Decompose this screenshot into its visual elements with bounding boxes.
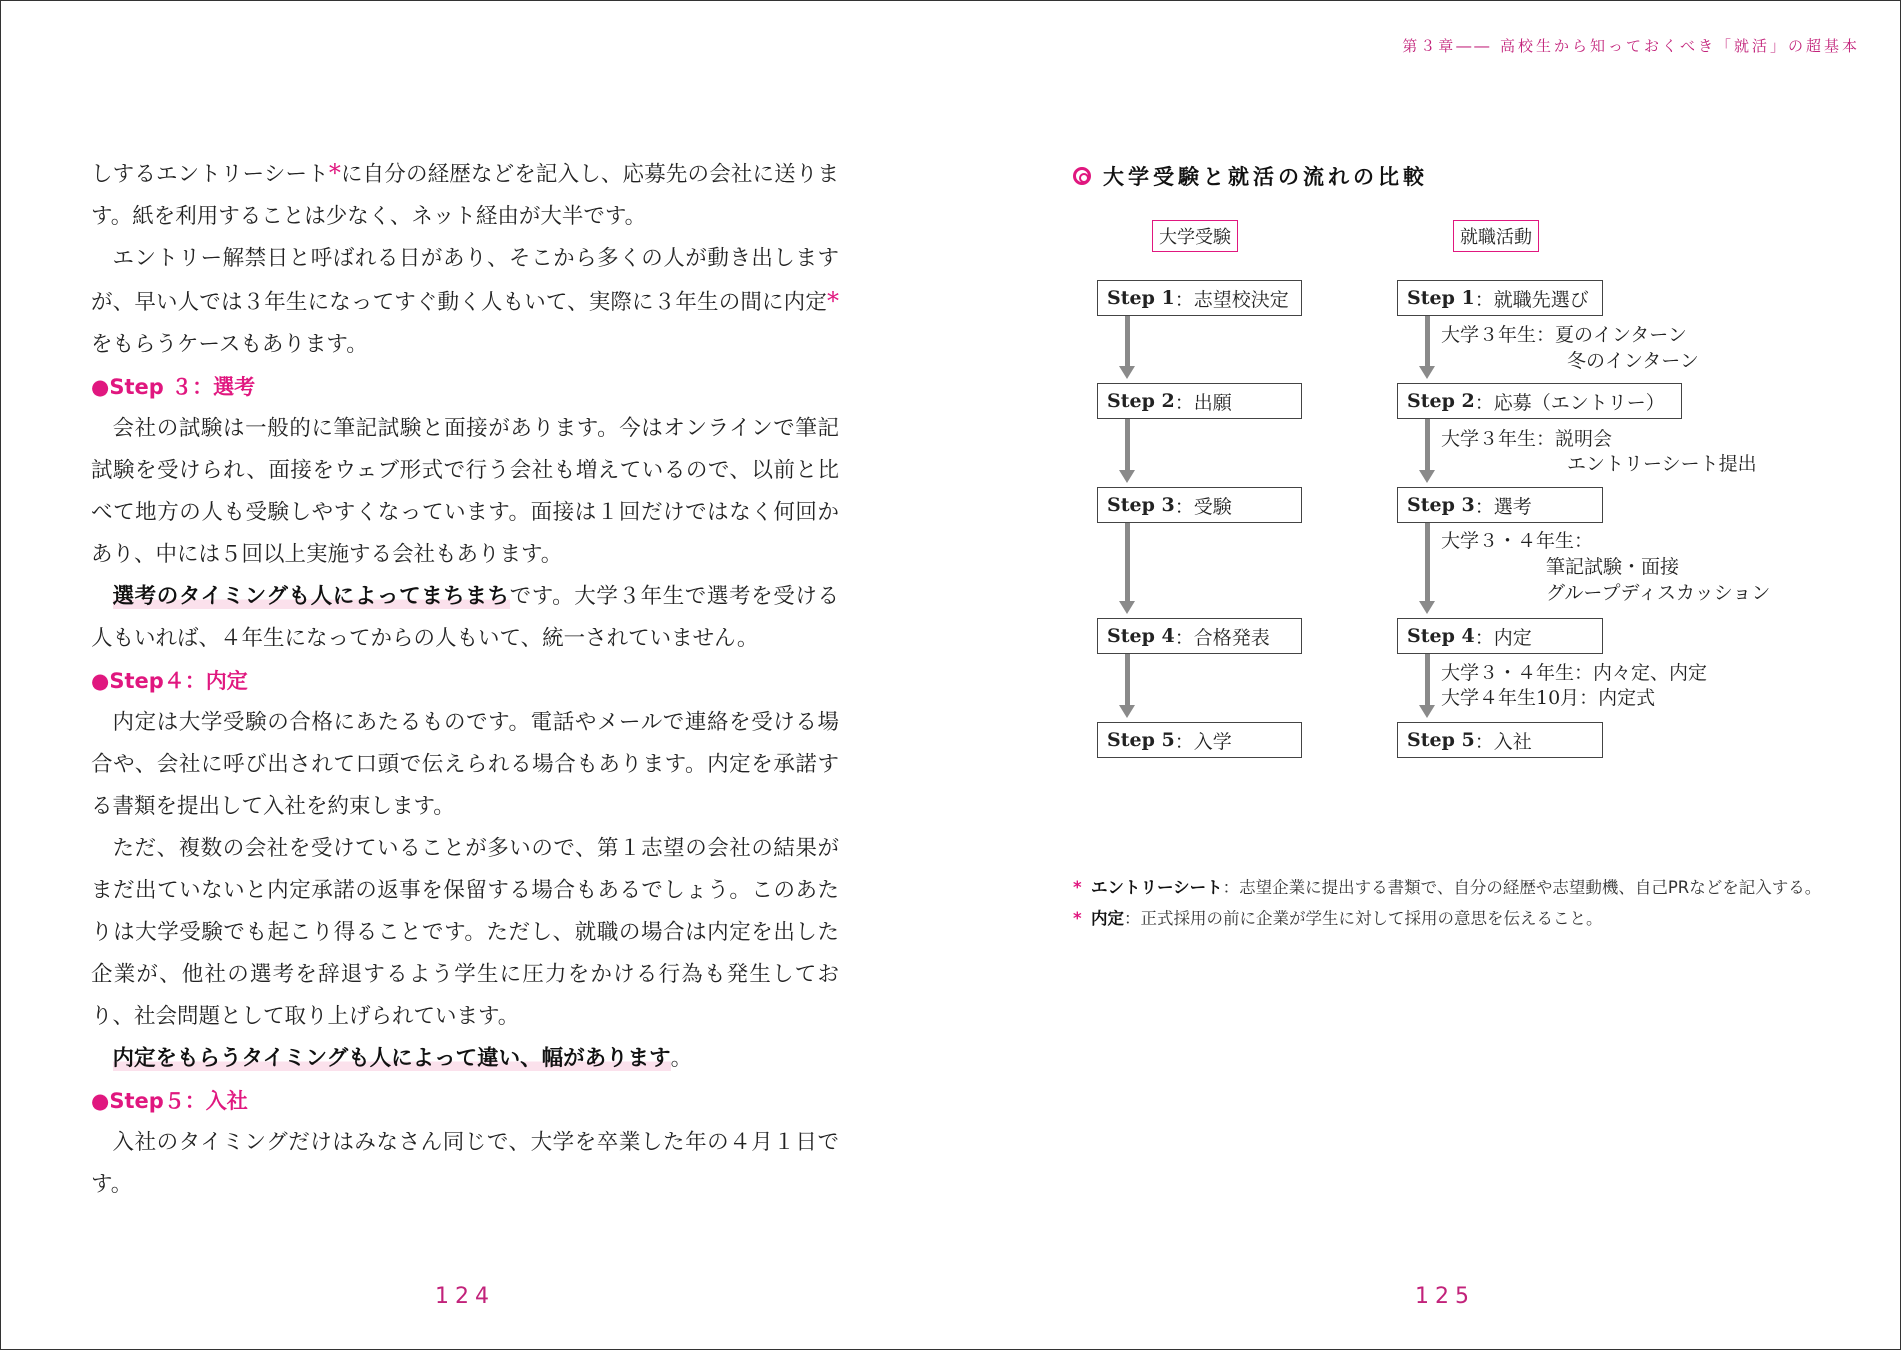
asterisk-mark: *: [1073, 909, 1082, 928]
text: エントリー解禁日と呼ばれる日があり、そこから多くの人が動き出しますが、早い人では３年生になってすぐ動く人もいて、実際に３年生の間に内定: [91, 246, 839, 315]
flow-arrow: [1125, 316, 1130, 367]
text: をもらうケースもあります。: [91, 332, 368, 357]
step-note: 大学３・４年生：内々定、内定: [1441, 662, 1708, 684]
flow-arrow: [1425, 316, 1430, 367]
step-text: ：志望校決定: [1174, 288, 1289, 311]
asterisk-mark: *: [328, 159, 341, 187]
step-note: グループディスカッション: [1546, 582, 1771, 604]
exam-step-2: [1097, 383, 1302, 419]
exam-step-5: [1097, 722, 1302, 758]
exam-step-3: [1097, 487, 1302, 523]
paragraph: 会社の試験は一般的に筆記試験と面接があります。今はオンラインで筆記試験を受けられ、面接をウェブ形式で行う会社も増えているので、以前と比べて地方の人も受験しやすくなっています。面接は１回だけではなく何回かあり、中には５回以上実施する会社もあります。: [91, 416, 839, 567]
highlight-text: 選考のタイミングも人によってまちまち: [112, 584, 510, 609]
step-text: ：合格発表: [1174, 626, 1270, 649]
text: です。大学３年生で選考を受ける人もいれば、４年生になってからの人もいて、統一されていません。: [91, 584, 839, 651]
page-number-left: 124: [435, 1284, 495, 1309]
step-label: Step 3: [1407, 494, 1475, 516]
flow-arrow: [1425, 523, 1430, 602]
step-note: 冬のインターン: [1567, 350, 1699, 372]
step-text: ：入社: [1474, 730, 1532, 753]
step-label: Step 2: [1407, 390, 1475, 412]
figure-title-text: 大学受験と就活の流れの比較: [1103, 165, 1428, 189]
highlight-text: 内定をもらうタイミングも人によって違い、幅があります: [112, 1046, 671, 1071]
footnote-body: [1091, 903, 1603, 934]
column-label-jobhunt: 就職活動: [1453, 220, 1539, 252]
figure-title: [1073, 161, 1428, 191]
step-note: 筆記試験・面接: [1546, 556, 1680, 578]
paragraph: [91, 576, 839, 660]
flow-arrow: [1425, 419, 1430, 471]
text: 。: [670, 1046, 693, 1071]
step-note: 大学３・４年生：: [1441, 530, 1594, 552]
step-text: ：出願: [1174, 391, 1232, 414]
flow-arrow: [1425, 654, 1430, 706]
job-step-1: [1397, 280, 1603, 316]
flow-arrow: [1125, 419, 1130, 471]
step-text: ：応募（エントリー）: [1474, 391, 1665, 414]
footnote-naitei: [1073, 903, 1833, 934]
job-step-5: [1397, 722, 1603, 758]
left-page-body: [91, 152, 839, 1206]
step-label: Step 1: [1107, 287, 1175, 309]
paragraph: ただ、複数の会社を受けていることが多いので、第１志望の会社の結果がまだ出ていないと内定承諾の返事を保留する場合もあるでしょう。このあたりは大学受験でも起こり得ることです。ただし、就職の場合は内定を出した企業が、他社の選考を辞退するよう学生に圧力をかける行為も発生しており、社会問題として取り上げられています。: [91, 836, 839, 1029]
step4-heading: ●Step４：内定: [91, 669, 248, 693]
step-note: 大学４年生10月：内定式: [1441, 687, 1656, 709]
flow-arrow: [1125, 654, 1130, 706]
text: に自分の経歴などを記入し、応募先の会社に送ります。紙を利用することは少なく、ネット経由が大半です。: [91, 162, 839, 229]
job-step-3: [1397, 487, 1603, 523]
paragraph: [91, 1038, 839, 1080]
asterisk-mark: *: [827, 287, 839, 315]
exam-step-1: [1097, 280, 1302, 316]
paragraph: [91, 152, 839, 238]
paragraph: 入社のタイミングだけはみなさん同じで、大学を卒業した年の４月１日です。: [91, 1130, 839, 1197]
paragraph: [91, 238, 839, 366]
step-label: Step 4: [1407, 625, 1475, 647]
step-label: Step 1: [1407, 287, 1475, 309]
running-header: 第３章―― 高校生から知っておくべき「就活」の超基本: [1402, 37, 1860, 55]
step5-heading: ●Step５：入社: [91, 1089, 248, 1113]
step-text: ：選考: [1474, 495, 1532, 518]
step-label: Step 4: [1107, 625, 1175, 647]
paragraph: 内定は大学受験の合格にあたるものです。電話やメールで連絡を受ける場合や、会社に呼び出されて口頭で伝えられる場合もあります。内定を承諾する書類を提出して入社を約束します。: [91, 710, 839, 819]
job-step-2: [1397, 383, 1682, 419]
job-step-4: [1397, 618, 1603, 654]
asterisk-mark: *: [1073, 878, 1082, 897]
step-text: ：入学: [1174, 730, 1232, 753]
step-label: Step 2: [1107, 390, 1175, 412]
footnote-term: エントリーシート: [1091, 878, 1223, 897]
target-icon: [1073, 167, 1091, 185]
flow-arrow: [1125, 523, 1130, 602]
column-label-exam: 大学受験: [1152, 220, 1238, 252]
exam-step-4: [1097, 618, 1302, 654]
step-label: Step 5: [1107, 729, 1175, 751]
footnotes: [1073, 872, 1833, 934]
page-number-right: 125: [1415, 1284, 1475, 1309]
step3-heading: ●Step ３：選考: [91, 375, 256, 399]
step-text: ：内定: [1474, 626, 1532, 649]
footnote-text: ：正式採用の前に企業が学生に対して採用の意思を伝えること。: [1124, 909, 1603, 928]
footnote-entry-sheet: [1073, 872, 1833, 903]
step-note: エントリーシート提出: [1567, 453, 1757, 475]
step-text: ：就職先選び: [1474, 288, 1589, 311]
step-label: Step 5: [1407, 729, 1475, 751]
footnote-body: [1091, 872, 1821, 903]
text: しするエントリーシート: [91, 162, 329, 187]
step-label: Step 3: [1107, 494, 1175, 516]
footnote-text: ：志望企業に提出する書類で、自分の経歴や志望動機、自己PRなどを記入する。: [1222, 878, 1822, 897]
footnote-term: 内定: [1091, 909, 1124, 928]
step-text: ：受験: [1174, 495, 1232, 518]
step-note: 大学３年生：説明会: [1441, 428, 1613, 450]
step-note: 大学３年生：夏のインターン: [1441, 324, 1687, 346]
